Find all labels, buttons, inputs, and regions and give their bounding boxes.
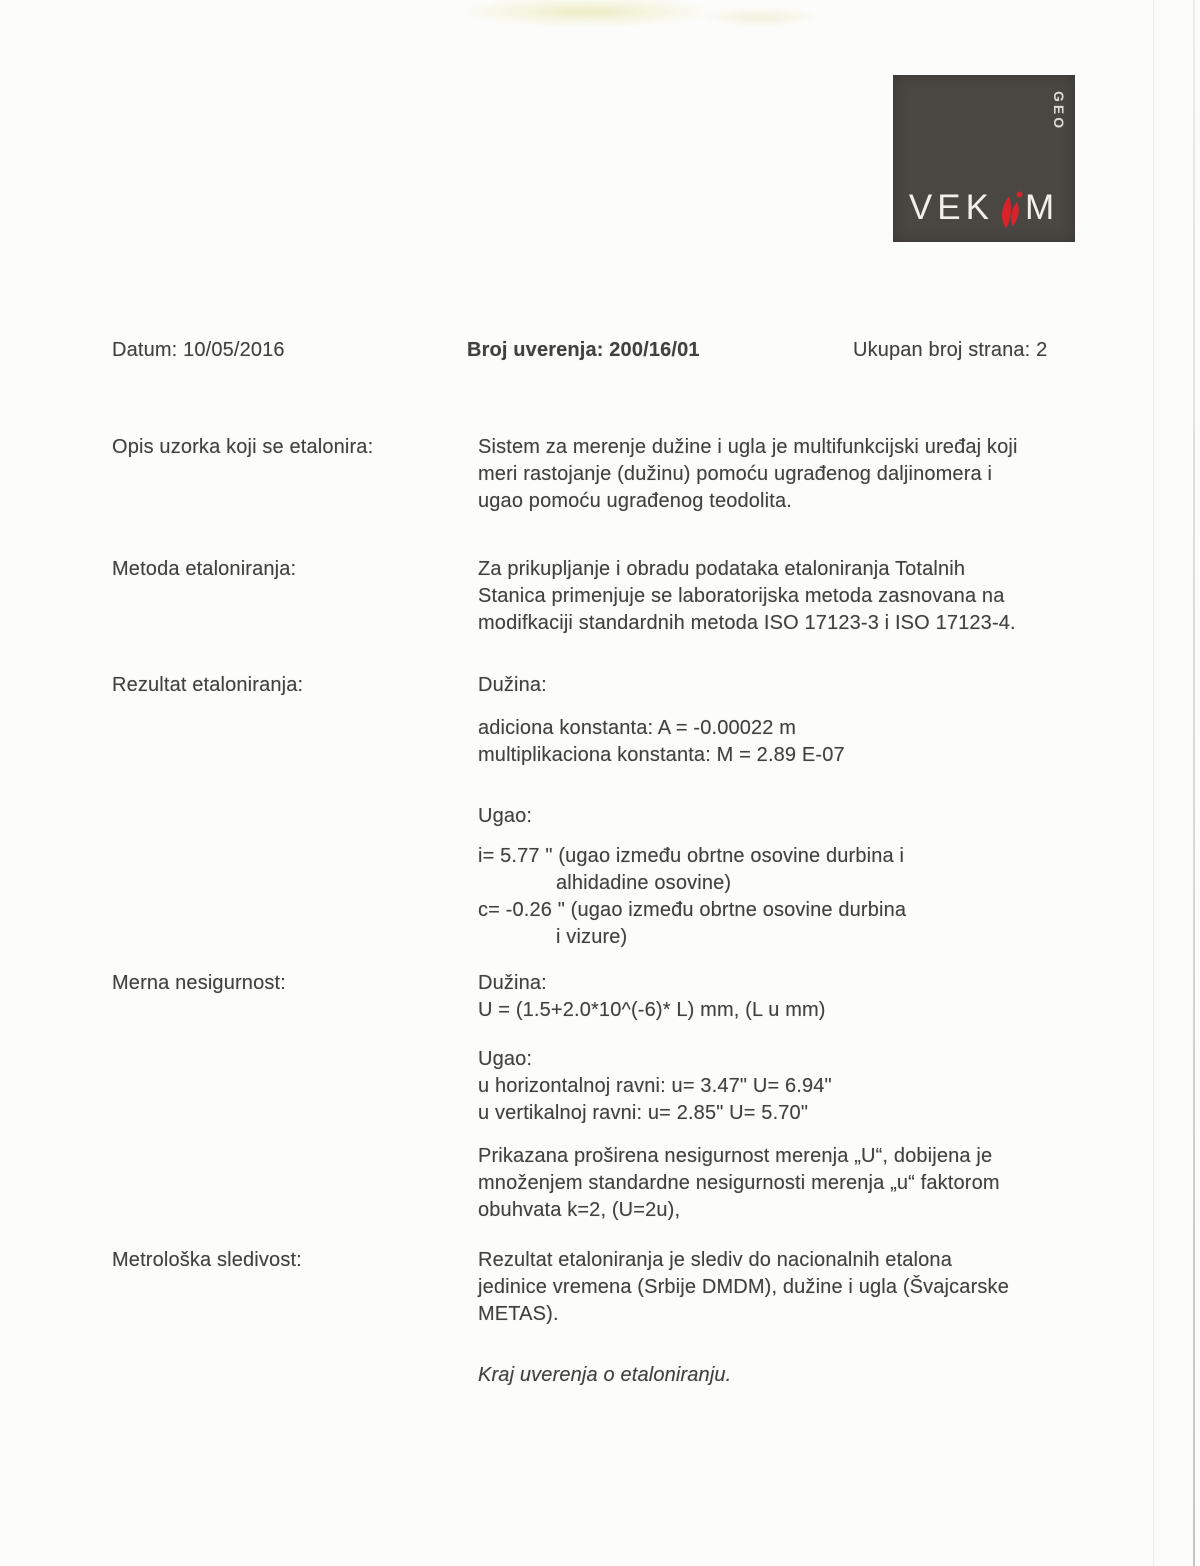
merna-note-line: množenjem standardne nesigurnosti merenja „u“ faktorom <box>478 1172 1000 1194</box>
scan-edge-line-faint <box>1153 0 1154 1566</box>
vekom-flame-icon <box>997 189 1024 229</box>
ugao-result-line: c= -0.26 " (ugao između obrtne osovine durbina <box>478 899 907 921</box>
vekom-logo <box>893 75 1075 242</box>
merna-ugao-block <box>478 1046 832 1127</box>
label-rezultat: Rezultat etaloniranja: <box>112 674 304 696</box>
konstanta-line: adiciona konstanta: A = -0.00022 m <box>478 717 797 739</box>
label-merna: Merna nesigurnost: <box>112 972 286 994</box>
certificate-number-field: Broj uverenja: 200/16/01 <box>467 339 700 361</box>
opis-text <box>478 434 1018 515</box>
label-metoda: Metoda etaloniranja: <box>112 558 297 580</box>
merna-duzina-formula: U = (1.5+2.0*10^(-6)* L) mm, (L u mm) <box>478 999 826 1021</box>
opis-line: ugao pomoću ugrađenog teodolita. <box>478 490 792 512</box>
merna-note-line: Prikazana proširena nesigurnost merenja „U“, dobijena je <box>478 1145 993 1167</box>
sledivost-line: Rezultat etaloniranja je slediv do nacionalnih etalona <box>478 1249 952 1271</box>
opis-line: Sistem za merenje dužine i ugla je multifunkcijski uređaj koji <box>478 436 1018 458</box>
metoda-text <box>478 556 1016 637</box>
rezultat-duzina-heading: Dužina: <box>478 674 547 696</box>
metoda-line: Za prikupljanje i obradu podataka etaloniranja Totalnih <box>478 558 966 580</box>
rezultat-ugao-heading: Ugao: <box>478 805 533 827</box>
logo-brand-text <box>893 188 1075 228</box>
ugao-result-line: i vizure) <box>556 926 628 948</box>
merna-note-block <box>478 1143 1000 1224</box>
closing-statement: Kraj uverenja o etaloniranju. <box>478 1364 732 1386</box>
logo-brand-post: M <box>1024 188 1060 227</box>
ugao-result-line: alhidadine osovine) <box>556 872 732 894</box>
label-opis: Opis uzorka koji se etalonira: <box>112 436 374 458</box>
scan-edge-line <box>1193 0 1195 1566</box>
label-sledivost: Metrološka sledivost: <box>112 1249 302 1271</box>
merna-ugao-heading: Ugao: <box>478 1048 533 1070</box>
metoda-line: Stanica primenjuje se laboratorijska metoda zasnovana na <box>478 585 1005 607</box>
logo-geo-text: GEO <box>1051 91 1067 132</box>
scan-smudge-2 <box>700 8 820 26</box>
logo-brand-pre: VEK <box>908 188 994 227</box>
ugao-result-line: i= 5.77 " (ugao između obrtne osovine durbina i <box>478 845 905 867</box>
merna-ugao-line: u vertikalnoj ravni: u= 2.85" U= 5.70" <box>478 1102 809 1124</box>
date-field: Datum: 10/05/2016 <box>112 339 285 361</box>
total-pages-field: Ukupan broj strana: 2 <box>853 339 1048 361</box>
sledivost-line: METAS). <box>478 1303 559 1325</box>
merna-ugao-line: u horizontalnoj ravni: u= 3.47" U= 6.94" <box>478 1075 832 1097</box>
sledivost-text <box>478 1247 1009 1328</box>
merna-note-line: obuhvata k=2, (U=2u), <box>478 1199 681 1221</box>
rezultat-ugao-results <box>478 843 906 951</box>
scan-smudge <box>462 0 712 26</box>
merna-duzina-block <box>478 970 826 1024</box>
rezultat-konstante <box>478 715 845 769</box>
sledivost-line: jedinice vremena (Srbije DMDM), dužine i ugla (Švajcarske <box>478 1276 1009 1298</box>
merna-duzina-heading: Dužina: <box>478 972 547 994</box>
opis-line: meri rastojanje (dužinu) pomoću ugrađenog daljinomera i <box>478 463 993 485</box>
konstanta-line: multiplikaciona konstanta: M = 2.89 E-07 <box>478 744 845 766</box>
metoda-line: modifkaciji standardnih metoda ISO 17123-3 i ISO 17123-4. <box>478 612 1016 634</box>
